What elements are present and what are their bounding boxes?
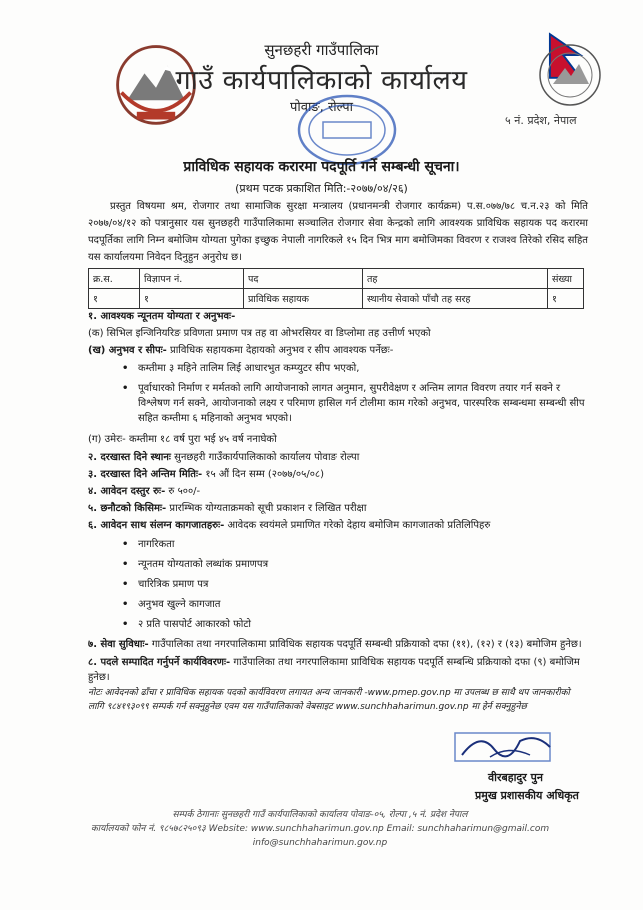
section-4-text: रु ५००/- — [165, 486, 201, 497]
section-3-text: १५ औं दिन सम्म (२०७७/०५/०८) — [202, 469, 324, 480]
section-7 — [88, 637, 588, 652]
section-3-heading: ३. दरखास्त दिने अन्तिम मितिः- — [88, 469, 203, 480]
signature-stamp-icon — [450, 727, 560, 767]
section-2 — [88, 450, 588, 465]
qualification-kha-head: (ख) अनुभव र सीपः- — [88, 345, 167, 356]
vacancy-table — [88, 268, 584, 309]
footer-address: सम्पर्क ठेगानाः सुनछहरी गाउँ कार्यपालिकाको कार्यालय पोवाङ-०५, रोल्पा ,५ नं. प्रदेश नेपाल — [172, 810, 468, 820]
section-7-heading: ७. सेवा सुविधाः- — [88, 639, 149, 650]
office-name: गाउँ कार्यपालिकाको कार्यालय — [175, 65, 468, 96]
note-text: नोटः आवेदनको ढाँचा र प्राविधिक सहायक पदको कार्यविवरण लगायत अन्य जानकारी -www.pmep.gov.np मा उपलब्ध छ साथै थप जानकारीको लागि ९८४१९३०९९ सम्पर्क गर्न सक्नुहुनेछ एवम यस गाउँपालिकाको वेबसाइट www.sunchhaharimun.gov.np मा हेर्न सक्नुहुनेछ — [88, 688, 570, 712]
table-header: संख्या — [548, 269, 584, 289]
table-cell: प्राविधिक सहायक — [244, 289, 363, 309]
table-cell: १ — [140, 289, 244, 309]
qualification-kha-text: प्राविधिक सहायकमा देहायको अनुभव र सीप आवश्यक पर्नेछः- — [166, 345, 394, 356]
table-cell: १ — [548, 289, 584, 309]
table-header: तह — [363, 269, 548, 289]
footer-contact: कार्यालयको फोन नं. ९८५७८२५०९३ Website: www.sunchhaharimun.gov.np Email: sunchhaharimun@gmail.com — [90, 824, 550, 834]
table-header: क्र.स. — [89, 269, 140, 289]
intro-paragraph — [88, 198, 588, 266]
document-item: • २ प्रति पासपोर्ट आकारको फोटो — [138, 617, 588, 632]
qualification-ka: (क) सिभिल इन्जिनियरिङ प्रविणता प्रमाण पत्र तह वा ओभरसियर वा डिप्लोमा तह उत्तीर्ण भएको — [88, 328, 431, 339]
office-place: पोवाङ, रोल्पा — [290, 100, 353, 115]
section-1-heading: १. आवश्यक न्यूनतम योग्यता र अनुभवः- — [88, 311, 236, 322]
notice-title: प्राविधिक सहायक करारमा पदपूर्ति गर्ने सम्बन्धी सूचना। — [183, 159, 460, 175]
intro-text: प्रस्तुत विषयमा श्रम, रोजगार तथा सामाजिक सुरक्षा मन्त्रालय (प्रधानमन्त्री रोजगार कार्यक्रम) प.स.०७७/७८ च.न.२३ को मिति २०७७/०४/१२ को पत्रानुसार यस सुनछहरी गाउँपालिकामा सञ्चालित रोजगार सेवा केन्द्रको लागि आवश्यक प्राविधिक सहायक पद करारमा पदपूर्तिका लागि निम्न बमोजिम योग्यता पुगेका इच्छुक नेपाली नागरिकले १५ दिन भित्र माग बमोजिमका विवरण र राजश्व तिरेको रसिद सहित यस कार्यालयमा निवेदन दिनुहुन अनुरोध छ। — [88, 201, 588, 263]
table-cell: १ — [89, 289, 140, 309]
signer-title: प्रमुख प्रशासकीय अधिकृत — [475, 789, 579, 802]
section-3 — [88, 467, 588, 482]
section-5 — [88, 501, 588, 516]
qualification-kha — [88, 343, 588, 358]
document-item: • चारित्रिक प्रमाण पत्र — [138, 577, 588, 592]
section-8 — [88, 655, 588, 685]
section-5-heading: ५. छनौटको किसिमः- — [88, 503, 167, 514]
section-4-heading: ४. आवेदन दस्तुर रुः- — [88, 486, 166, 497]
experience-item-1: • कम्तीमा ३ महिने तालिम लिई आधारभुत कम्प्युटर सीप भएको, — [138, 361, 588, 376]
section-6 — [88, 518, 588, 533]
section-2-text: सुनछहरी गाउँकार्यपालिकाको कार्यालय पोवाङ रोल्पा — [170, 452, 360, 463]
footer-email: info@sunchhaharimun.gov.np — [252, 838, 388, 848]
document-item: • नागरिकता — [138, 537, 588, 552]
document-item: • अनुभव खुल्ने कागजात — [138, 597, 588, 612]
section-8-heading: ८. पदले सम्पादित गर्नुपर्ने कार्यविवरणः- — [88, 657, 231, 668]
section-2-heading: २. दरखास्त दिने स्थानः — [88, 452, 171, 463]
section-6-heading: ६. आवेदन साथ संलग्न कागजातहरुः- — [88, 520, 225, 531]
table-header: पद — [244, 269, 363, 289]
table-cell: स्थानीय सेवाको पाँचौ तह सरह — [363, 289, 548, 309]
signer-name: वीरबहादुर पुन — [488, 771, 543, 784]
section-7-text: गाउँपालिका तथा नगरपालिकामा प्राविधिक सहायक पदपूर्ति सम्बन्धी प्रक्रियाको दफा (११), (१२) र (१३) बमोजिम हुनेछ। — [148, 639, 582, 650]
table-header-row — [89, 269, 584, 289]
municipality-name: सुनछहरी गाउँपालिका — [264, 41, 379, 59]
province-label: ५ नं. प्रदेश, नेपाल — [505, 114, 577, 127]
table-row — [89, 289, 584, 309]
section-8-text: गाउँपालिका तथा नगरपालिकामा प्राविधिक सहायक पदपूर्ति सम्बन्धि प्रक्रियाको दफा (९) बमोजिम हुनेछ। — [88, 657, 580, 683]
section-4 — [88, 484, 588, 499]
table-header: विज्ञापन नं. — [140, 269, 244, 289]
age-requirement: (ग) उमेरः- कम्तीमा १८ वर्ष पुरा भई ४५ वर्ष ननाघेको — [88, 434, 277, 445]
section-5-text: प्रारम्भिक योग्यताक्रमको सूची प्रकाशन र लिखित परीक्षा — [166, 503, 367, 514]
experience-item-2: • पूर्वाधारको निर्माण र मर्मतको लागि आयोजनाको लागत अनुमान, सुपरीवेक्षण र अन्तिम लागत विवरण तयार गर्न सक्ने र विश्लेषण गर्न सक्ने, आयोजनाको लक्ष्य र परिमाण हासिल गर्न टोलीमा काम गरेको अनुभव, पारस्परिक सम्बन्धमा सम्बन्धी सीप सहित कम्तीमा ६ महिनाको अनुभव भएको। — [138, 381, 588, 426]
publication-date: (प्रथम पटक प्रकाशित मिति:-२०७७/०४/२६) — [235, 182, 408, 195]
section-6-text: आवेदक स्वयंमले प्रमाणित गरेको देहाय बमोजिम कागजातको प्रतिलिपिहरु — [224, 520, 491, 531]
document-item: • न्यूनतम योग्यताको लब्धांक प्रमाणपत्र — [138, 557, 588, 572]
